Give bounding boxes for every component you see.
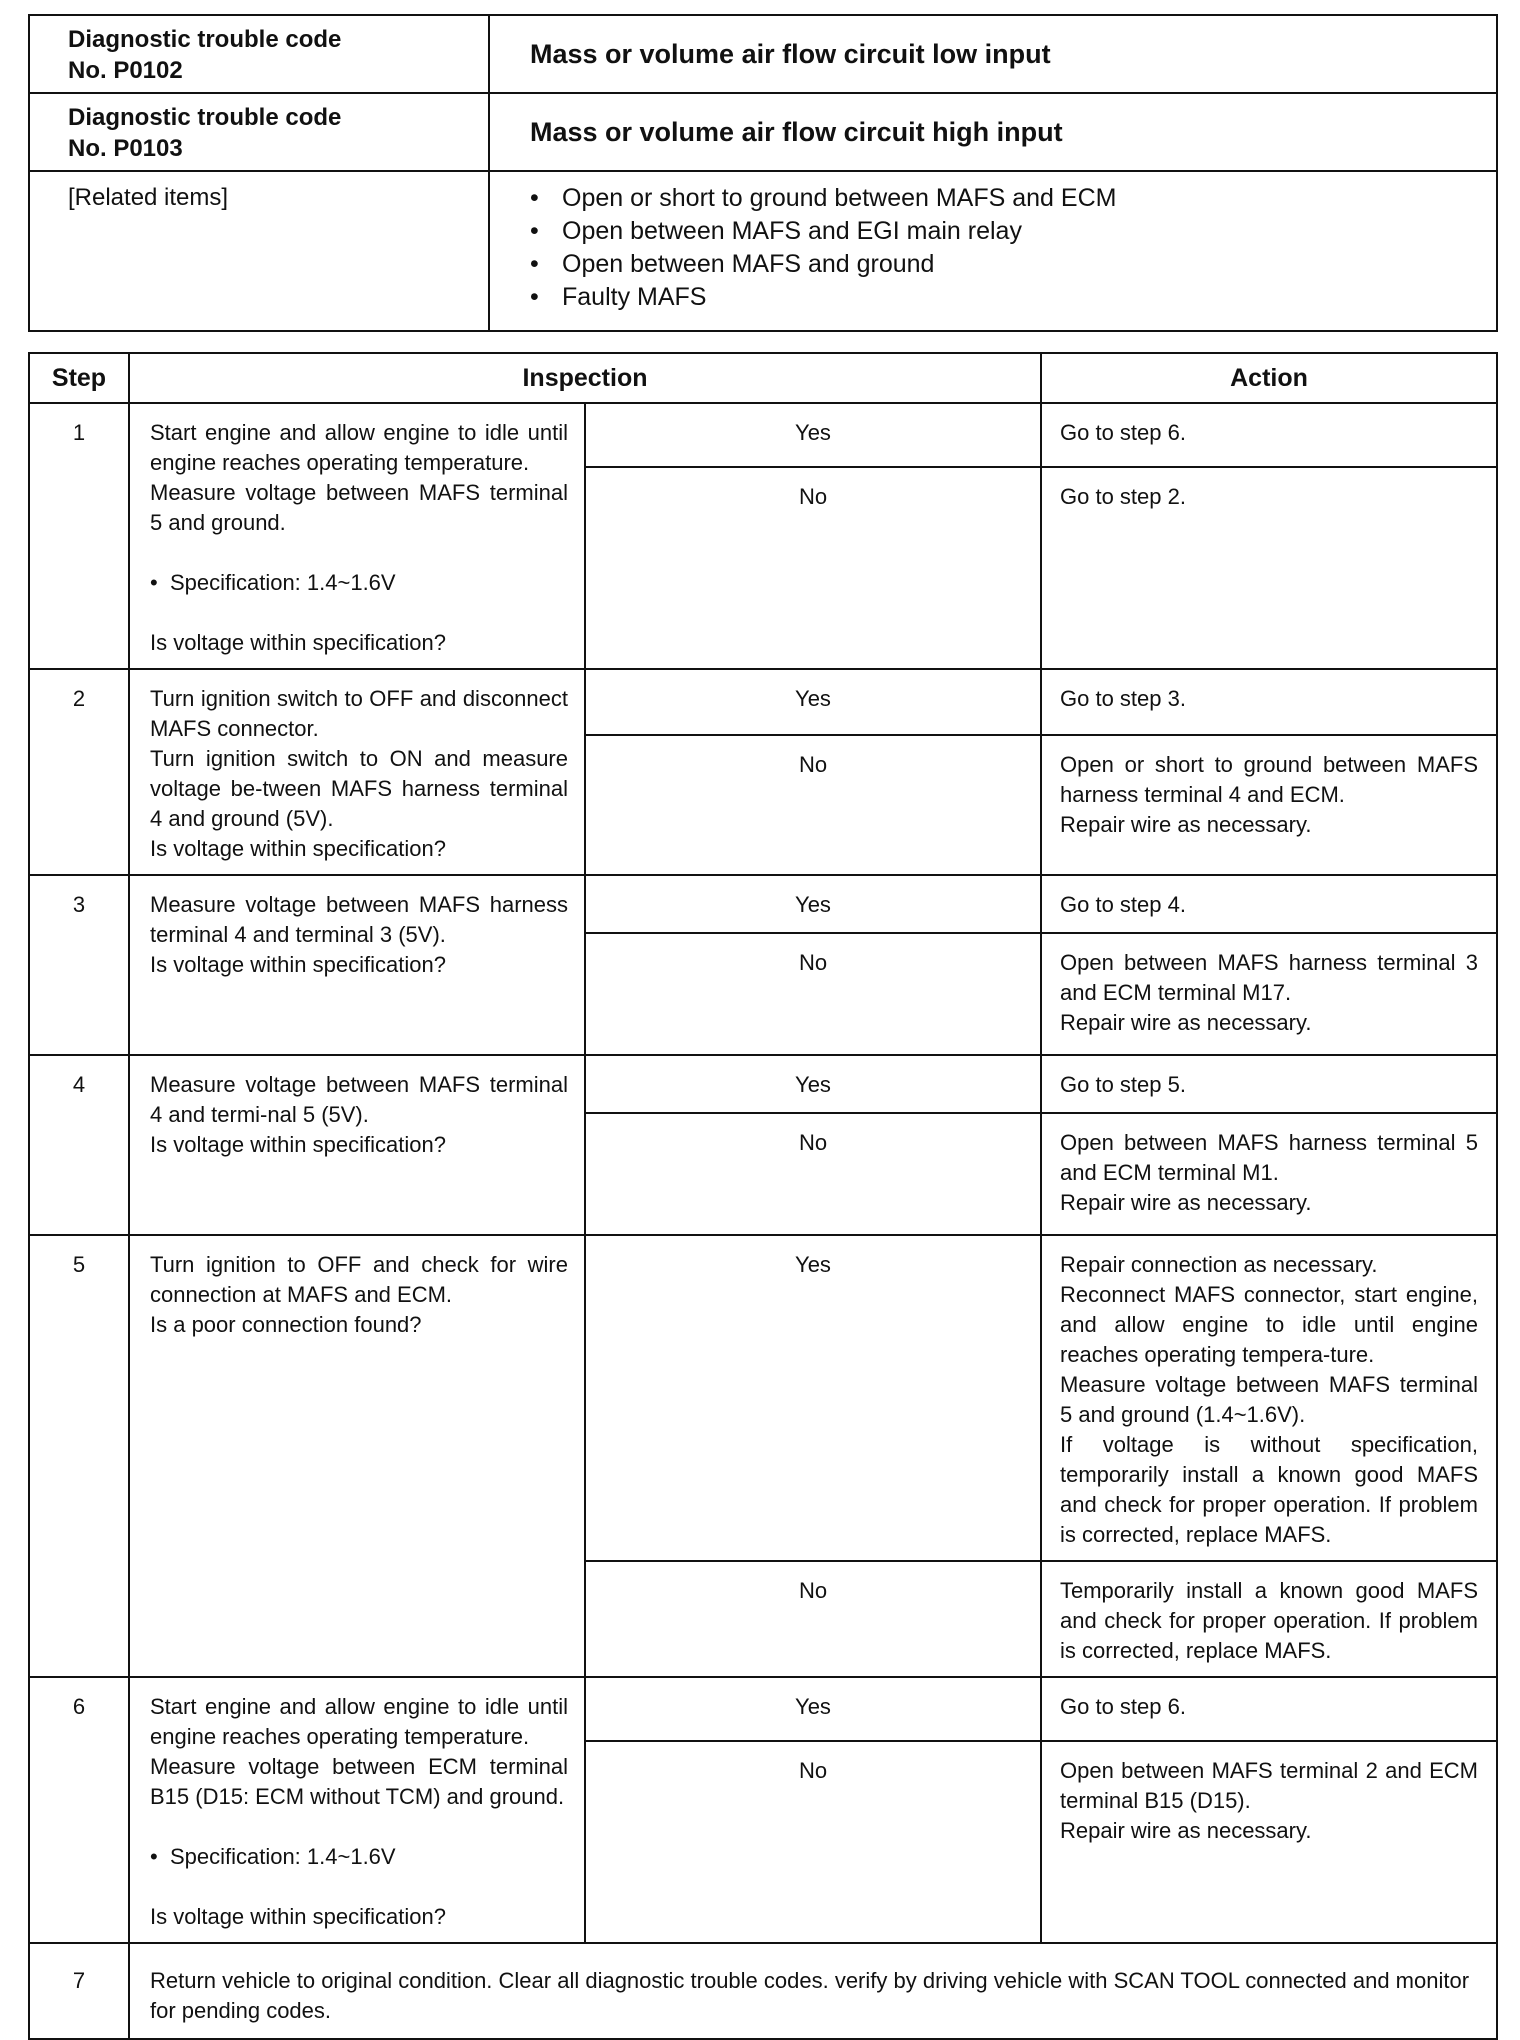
related-items-cell [489, 171, 1497, 331]
related-items-label: [Related items] [29, 171, 489, 331]
specification-bullet: • Specification: 1.4~1.6V [150, 568, 568, 598]
dtc-row-p0102 [29, 15, 1497, 93]
dtc-header-table [28, 14, 1498, 332]
inspection-text: Measure voltage between MAFS harness terminal 4 and terminal 3 (5V). [150, 892, 568, 947]
yes-action [1041, 875, 1497, 933]
no-action [1041, 933, 1497, 1055]
action-text: Open between MAFS harness terminal 5 and ECM terminal M1. [1060, 1130, 1478, 1185]
action-text: Open or short to ground between MAFS harness terminal 4 and ECM. [1060, 752, 1478, 808]
yes-label: Yes [585, 1055, 1041, 1113]
dtc-title-p0103: Mass or volume air flow circuit high input [489, 93, 1497, 171]
no-action [1041, 1113, 1497, 1235]
column-header-step: Step [29, 353, 129, 403]
yes-action [1041, 669, 1497, 735]
no-label: No [585, 1741, 1041, 1943]
step-number: 2 [29, 669, 129, 875]
spacer [150, 1812, 568, 1842]
inspection-text: Measure voltage between MAFS terminal 4 and termi-nal 5 (5V). [150, 1072, 568, 1127]
action-text: Measure voltage between MAFS terminal 5 and ground (1.4~1.6V). [1060, 1372, 1478, 1427]
spacer [150, 1872, 568, 1902]
step-inspection [129, 1055, 585, 1235]
yes-action [1041, 1055, 1497, 1113]
inspection-question: Is voltage within specification? [150, 836, 446, 861]
no-action [1041, 1561, 1497, 1677]
action-text: Repair connection as necessary. [1060, 1252, 1378, 1277]
step-row-final [29, 1943, 1497, 2039]
action-text: Repair wire as necessary. [1060, 1818, 1312, 1844]
inspection-question: Is voltage within specification? [150, 1904, 446, 1929]
dtc-title-p0102: Mass or volume air flow circuit low input [489, 15, 1497, 93]
step-inspection [129, 403, 585, 669]
no-action [1041, 1741, 1497, 1943]
related-item: • Open or short to ground between MAFS and ECM [530, 182, 1486, 215]
dtc-code: No. P0103 [68, 135, 183, 162]
no-label: No [585, 1113, 1041, 1235]
related-items-row [29, 171, 1497, 331]
step-inspection [129, 1235, 585, 1677]
inspection-text: Start engine and allow engine to idle until engine reaches operating temperature. [150, 420, 568, 475]
action-text: Open between MAFS terminal 2 and ECM terminal B15 (D15). [1060, 1758, 1478, 1814]
inspection-question: Is a poor connection found? [150, 1312, 422, 1337]
step-number: 5 [29, 1235, 129, 1677]
yes-label: Yes [585, 403, 1041, 467]
step-row [29, 875, 1497, 933]
inspection-text: Turn ignition switch to ON and measure voltage be-tween MAFS harness terminal 4 and ground (5V). [150, 746, 568, 831]
step-row [29, 1677, 1497, 1741]
dtc-code: No. P0102 [68, 57, 183, 84]
no-action [1041, 735, 1497, 875]
inspection-text: Turn ignition switch to OFF and disconnect MAFS connector. [150, 686, 568, 741]
inspection-text: Measure voltage between MAFS terminal 5 and ground. [150, 480, 568, 535]
step-row [29, 669, 1497, 735]
action-text: Repair wire as necessary. [1060, 812, 1312, 838]
related-item: • Open between MAFS and EGI main relay [530, 215, 1486, 248]
related-items-list [530, 182, 1486, 314]
step-number: 4 [29, 1055, 129, 1235]
action-text: Go to step 4. [1060, 892, 1186, 917]
inspection-question: Is voltage within specification? [150, 1132, 446, 1157]
step-inspection [129, 875, 585, 1055]
diagnostic-procedure-table [28, 352, 1498, 2040]
dtc-label-line1: Diagnostic trouble code [68, 26, 342, 53]
spacer [150, 538, 568, 568]
inspection-text: Turn ignition to OFF and check for wire connection at MAFS and ECM. [150, 1252, 568, 1307]
action-text: Go to step 6. [1060, 1694, 1186, 1719]
inspection-question: Is voltage within specification? [150, 952, 446, 977]
yes-label: Yes [585, 1677, 1041, 1741]
column-header-action: Action [1041, 353, 1497, 403]
dtc-row-p0103 [29, 93, 1497, 171]
related-item: • Open between MAFS and ground [530, 248, 1486, 281]
yes-label: Yes [585, 875, 1041, 933]
yes-action [1041, 1677, 1497, 1741]
action-text: Repair wire as necessary. [1060, 1010, 1312, 1035]
step-inspection [129, 669, 585, 875]
step-number: 7 [29, 1943, 129, 2039]
column-header-inspection: Inspection [129, 353, 1041, 403]
inspection-question: Is voltage within specification? [150, 630, 446, 655]
action-text: Reconnect MAFS connector, start engine, and allow engine to idle until engine reaches operating tempera-ture. [1060, 1282, 1478, 1367]
dtc-label-p0103 [29, 93, 489, 171]
action-text: Open between MAFS harness terminal 3 and ECM terminal M17. [1060, 950, 1478, 1005]
step-inspection [129, 1677, 585, 1943]
no-action [1041, 467, 1497, 669]
no-label: No [585, 467, 1041, 669]
no-label: No [585, 1561, 1041, 1677]
dtc-label-p0102 [29, 15, 489, 93]
action-text: Repair wire as necessary. [1060, 1190, 1312, 1215]
final-step-text: Return vehicle to original condition. Clear all diagnostic trouble codes. verify by driving vehicle with SCAN TOOL connected and monitor for pending codes. [129, 1943, 1497, 2039]
no-label: No [585, 735, 1041, 875]
spacer [150, 598, 568, 628]
related-item: • Faulty MAFS [530, 281, 1486, 314]
step-row [29, 1235, 1497, 1561]
action-text: Go to step 2. [1060, 484, 1186, 510]
table-header-row [29, 353, 1497, 403]
step-row [29, 1055, 1497, 1113]
specification-bullet: • Specification: 1.4~1.6V [150, 1842, 568, 1872]
yes-label: Yes [585, 669, 1041, 735]
dtc-label-line1: Diagnostic trouble code [68, 104, 342, 131]
no-label: No [585, 933, 1041, 1055]
step-number: 6 [29, 1677, 129, 1943]
action-text: Go to step 6. [1060, 420, 1186, 445]
action-text: Go to step 3. [1060, 686, 1186, 711]
step-number: 1 [29, 403, 129, 669]
yes-action [1041, 1235, 1497, 1561]
yes-label: Yes [585, 1235, 1041, 1561]
action-text: If voltage is without specification, temporarily install a known good MAFS and check for proper operation. If problem is corrected, replace MAFS. [1060, 1432, 1478, 1547]
action-text: Go to step 5. [1060, 1072, 1186, 1097]
step-row [29, 403, 1497, 467]
inspection-text: Measure voltage between ECM terminal B15 (D15: ECM without TCM) and ground. [150, 1754, 568, 1809]
action-text: Temporarily install a known good MAFS and check for proper operation. If problem is corrected, replace MAFS. [1060, 1578, 1478, 1663]
yes-action [1041, 403, 1497, 467]
inspection-text: Start engine and allow engine to idle until engine reaches operating temperature. [150, 1694, 568, 1749]
step-number: 3 [29, 875, 129, 1055]
